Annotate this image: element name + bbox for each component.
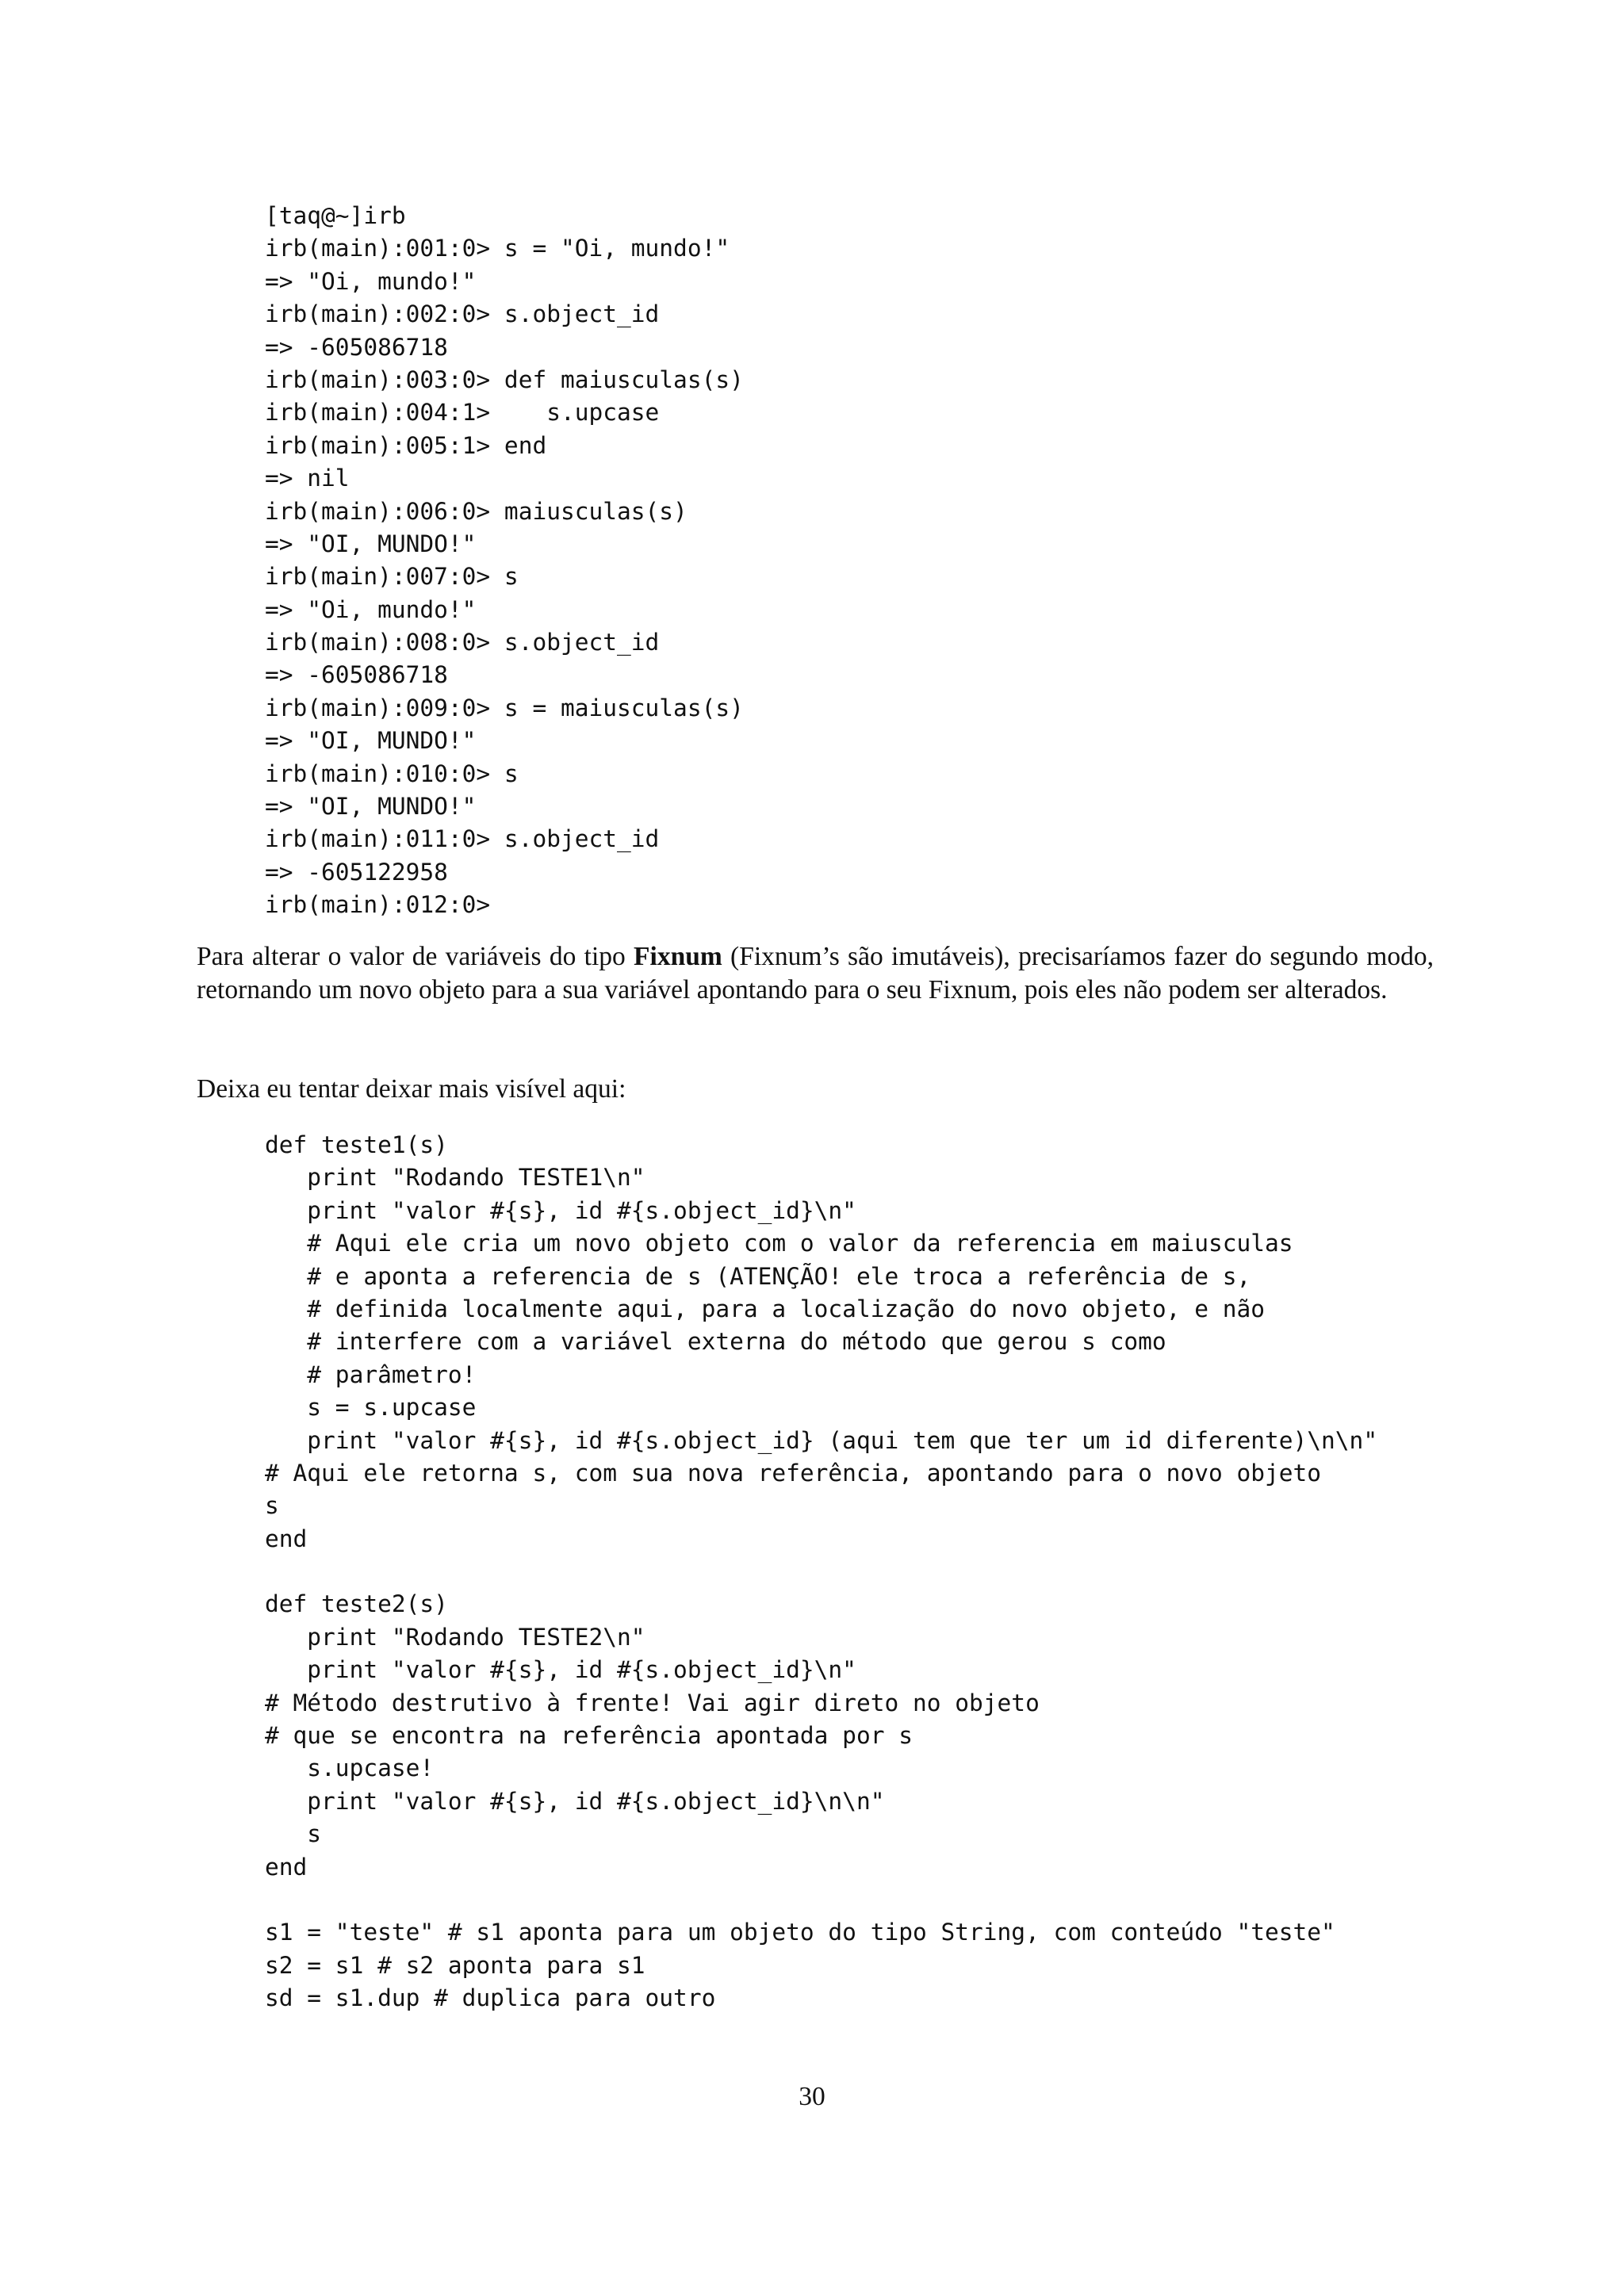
code-line: print "valor #{s}, id #{s.object_id} (aqui tem que ter um id diferente)\n\n" (265, 1426, 1378, 1454)
irb-line: irb(main):011:0> s.object_id (265, 825, 660, 853)
irb-line: => "Oi, mundo!" (265, 595, 477, 623)
code-line: def teste1(s) (265, 1131, 448, 1158)
code-line: print "Rodando TESTE1\n" (265, 1164, 645, 1192)
code-line: # Aqui ele retorna s, com sua nova referência, apontando para o novo objeto (265, 1459, 1322, 1487)
code-line: s.upcase! (265, 1755, 435, 1782)
irb-line: => nil (265, 465, 350, 492)
code-line: s (265, 1492, 279, 1520)
irb-session-block (265, 200, 744, 922)
fixnum-bold-term: Fixnum (634, 942, 722, 971)
irb-line: => "OI, MUNDO!" (265, 530, 477, 557)
code-line: s = s.upcase (265, 1394, 477, 1422)
ruby-code-listing (265, 1129, 1377, 2015)
code-line: print "valor #{s}, id #{s.object_id}\n" (265, 1196, 856, 1224)
irb-line: [taq@~]irb (265, 202, 406, 229)
irb-line: irb(main):004:1> s.upcase (265, 399, 660, 427)
code-line: # parâmetro! (265, 1360, 477, 1388)
paragraph-fixnum-text-before: Para alterar o valor de variáveis do tipo (197, 942, 634, 971)
irb-line: irb(main):008:0> s.object_id (265, 629, 660, 656)
code-line (265, 1884, 1377, 1916)
paragraph-deixa: Deixa eu tentar deixar mais visível aqui: (197, 1074, 626, 1104)
irb-line: => -605122958 (265, 858, 448, 886)
irb-line: irb(main):009:0> s = maiusculas(s) (265, 694, 744, 721)
code-line: # definida localmente aqui, para a localização do novo objeto, e não (265, 1295, 1265, 1322)
code-line: end (265, 1525, 308, 1552)
code-line: # que se encontra na referência apontada por s (265, 1722, 913, 1750)
code-line: def teste2(s) (265, 1590, 448, 1618)
irb-line: => -605086718 (265, 333, 448, 361)
code-line: # e aponta a referencia de s (ATENÇÃO! ele troca a referência de s, (265, 1262, 1251, 1290)
irb-line: => "OI, MUNDO!" (265, 727, 477, 755)
paragraph-fixnum (197, 940, 1434, 1006)
irb-line: irb(main):010:0> s (265, 760, 519, 787)
code-line: print "valor #{s}, id #{s.object_id}\n\n" (265, 1787, 885, 1815)
code-line: s (265, 1820, 322, 1848)
irb-line: irb(main):001:0> s = "Oi, mundo!" (265, 235, 730, 262)
irb-line: irb(main):012:0> (265, 891, 491, 919)
code-line (265, 1556, 1377, 1588)
code-line: s1 = "teste" # s1 aponta para um objeto do tipo String, com conteúdo "teste" (265, 1919, 1335, 1946)
irb-line: irb(main):003:0> def maiusculas(s) (265, 365, 744, 393)
paragraph-fixnum-text-after: (Fixnum’s são imutáveis), precisaríamos fazer do segundo modo, retornando um novo objeto para a sua variável apontando para o seu Fixnum, pois eles não podem ser alterados. (197, 942, 1434, 1004)
code-line: sd = s1.dup # duplica para outro (265, 1984, 716, 2012)
code-line: print "Rodando TESTE2\n" (265, 1623, 645, 1651)
irb-line: => "OI, MUNDO!" (265, 793, 477, 821)
page-number: 30 (799, 2082, 825, 2111)
irb-line: irb(main):002:0> s.object_id (265, 300, 660, 328)
code-line: # interfere com a variável externa do método que gerou s como (265, 1328, 1166, 1356)
code-line: s2 = s1 # s2 aponta para s1 (265, 1951, 645, 1979)
code-line: end (265, 1853, 308, 1881)
code-line: # Método destrutivo à frente! Vai agir direto no objeto (265, 1689, 1040, 1716)
irb-line: irb(main):005:1> end (265, 431, 547, 459)
irb-line: irb(main):006:0> maiusculas(s) (265, 497, 688, 525)
code-line: # Aqui ele cria um novo objeto com o valor da referencia em maiusculas (265, 1230, 1293, 1257)
irb-line: irb(main):007:0> s (265, 563, 519, 591)
code-line: print "valor #{s}, id #{s.object_id}\n" (265, 1656, 856, 1684)
irb-line: => -605086718 (265, 661, 448, 689)
irb-line: => "Oi, mundo!" (265, 267, 477, 295)
